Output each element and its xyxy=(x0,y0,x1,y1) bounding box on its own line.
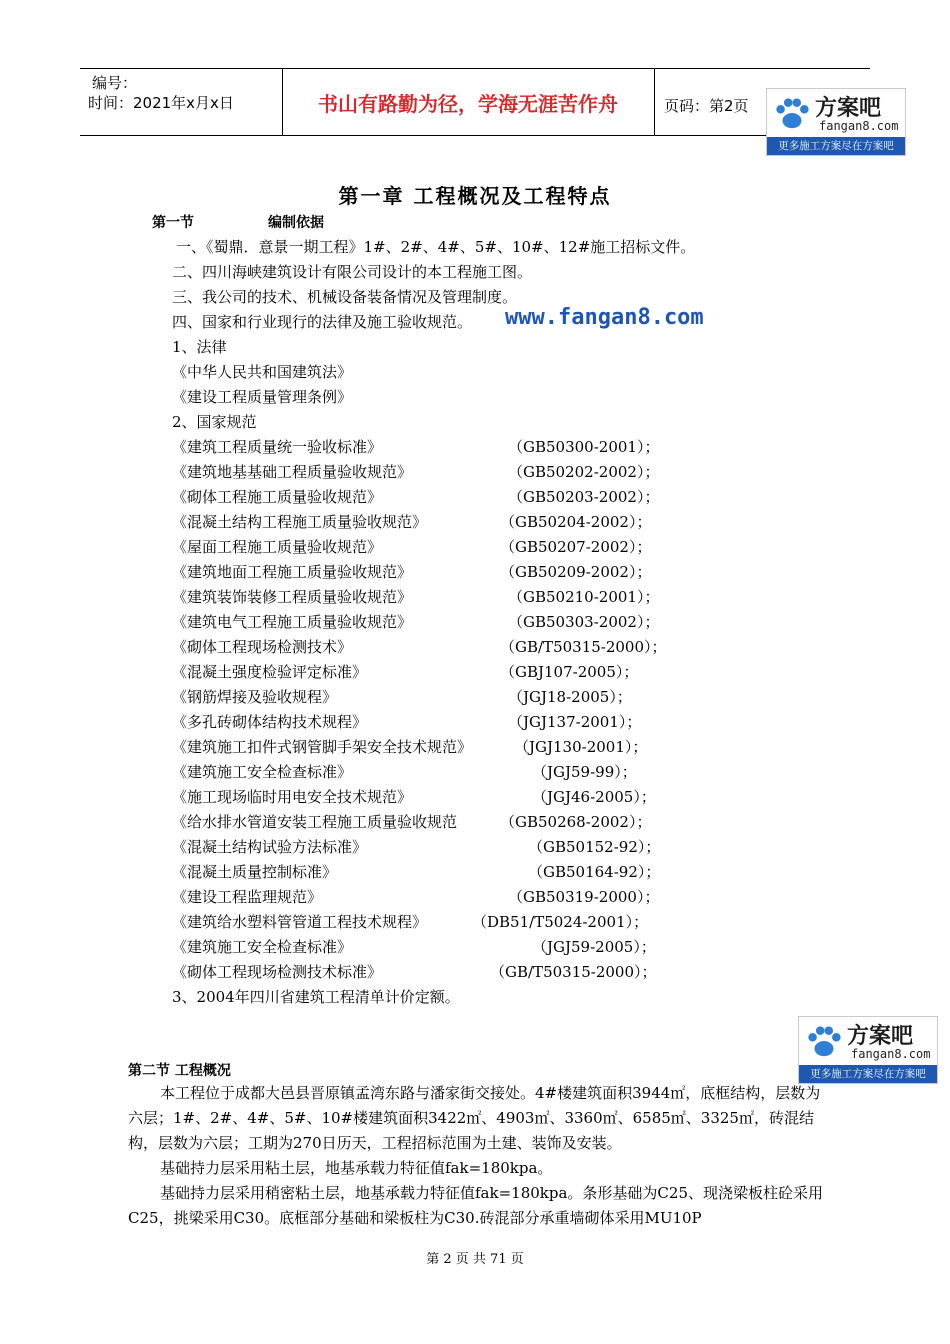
standard-code: （JGJ137-2001）； xyxy=(508,713,642,731)
standard-name: 《砌体工程现场检测技术》 xyxy=(172,638,353,656)
logo-brand: 方案吧 xyxy=(815,96,882,121)
standard-name: 《砌体工程施工质量验收规范》 xyxy=(172,488,383,506)
paw-icon xyxy=(773,95,811,133)
standard-name: 《混凝土强度检验评定标准》 xyxy=(172,663,368,681)
standard-code: （GB50209-2002）； xyxy=(500,563,652,581)
chapter-title: 第一章 工程概况及工程特点 xyxy=(338,184,612,208)
standard-name: 《建设工程监理规范》 xyxy=(172,888,323,906)
basis-item: 一、《蜀鼎．意景一期工程》1#、2#、4#、5#、10#、12#施工招标文件。 xyxy=(176,238,696,256)
standard-name: 《施工现场临时用电安全技术规范》 xyxy=(172,788,413,806)
standard-code: （GB50303-2002）； xyxy=(508,613,660,631)
overview-paragraph: 本工程位于成都大邑县晋原镇孟湾东路与潘家街交接处。4#楼建筑面积3944㎡，底框结构，层数为六层；1#、2#、4#、5#、10#楼建筑面积3422㎡、4903㎡、3360㎡、6585㎡、3325㎡，砖混结构，层数为六层；工期为270日历天，工程招标范围为土建、装饰及安装。 xyxy=(128,1084,821,1152)
standard-name: 《建筑施工安全检查标准》 xyxy=(172,938,353,956)
watermark-url: www.fangan8.com xyxy=(505,305,704,330)
standard-code: （GB50210-2001）； xyxy=(508,588,660,606)
brand-logo xyxy=(766,88,906,156)
standard-name: 《多孔砖砌体结构技术规程》 xyxy=(172,713,368,731)
standard-code: （GB50202-2002）； xyxy=(508,463,660,481)
standard-code: （DB51/T5024-2001）； xyxy=(472,913,649,931)
basis-item: 3、2004年四川省建筑工程清单计价定额。 xyxy=(172,988,460,1006)
logo-brand: 方案吧 xyxy=(847,1024,914,1049)
standard-name: 《建筑地基基础工程质量验收规范》 xyxy=(172,463,413,481)
basis-item: 四、国家和行业现行的法律及施工验收规范。 xyxy=(172,313,473,331)
header-motto: 书山有路勤为径，学海无涯苦作舟 xyxy=(318,92,618,116)
standard-code: （GB50207-2002）； xyxy=(500,538,652,556)
header-top-rule xyxy=(80,68,870,69)
overview-paragraph: 基础持力层采用稍密粘土层，地基承载力特征值fak=180kpa。条形基础为C25、现浇梁板柱砼采用C25，挑梁采用C30。底框部分基础和梁板柱为C30.砖混部分承重墙砌体采用MU10P xyxy=(128,1184,823,1227)
standard-code: （GB/T50315-2000）； xyxy=(500,638,667,656)
header-divider xyxy=(654,68,655,135)
section1-label: 第一节 xyxy=(152,215,194,231)
standard-name: 《建筑工程质量统一验收标准》 xyxy=(172,438,383,456)
standard-code: （JGJ59-2005）； xyxy=(532,938,656,956)
standard-code: （GBJ107-2005）； xyxy=(500,663,639,681)
standard-name: 《建筑电气工程施工质量验收规范》 xyxy=(172,613,413,631)
law-item: 《建设工程质量管理条例》 xyxy=(172,388,353,406)
paw-icon xyxy=(805,1023,843,1061)
standard-code: （GB50300-2001）； xyxy=(508,438,660,456)
standard-code: （GB/T50315-2000）； xyxy=(490,963,657,981)
standard-name: 《建筑施工安全检查标准》 xyxy=(172,763,353,781)
basis-item: 三、我公司的技术、机械设备装备情况及管理制度。 xyxy=(172,288,518,306)
standard-code: （JGJ46-2005）； xyxy=(532,788,656,806)
standard-code: （JGJ130-2001）； xyxy=(514,738,648,756)
standard-name: 《混凝土结构试验方法标准》 xyxy=(172,838,368,856)
basis-item: 二、四川海峡建筑设计有限公司设计的本工程施工图。 xyxy=(172,263,533,281)
standard-code: （GB50268-2002）； xyxy=(500,813,652,831)
logo-tagline: 更多施工方案尽在方案吧 xyxy=(767,137,905,155)
brand-logo xyxy=(798,1016,938,1084)
standard-code: （GB50319-2000）； xyxy=(508,888,660,906)
standard-code: （GB50203-2002）； xyxy=(508,488,660,506)
section1-name: 编制依据 xyxy=(268,215,324,231)
basis-item: 2、国家规范 xyxy=(172,413,257,431)
logo-domain: fangan8.com xyxy=(851,1047,931,1061)
standard-name: 《混凝土质量控制标准》 xyxy=(172,863,338,881)
logo-tagline: 更多施工方案尽在方案吧 xyxy=(799,1065,937,1083)
basis-item: 1、法律 xyxy=(172,338,227,356)
standard-name: 《砌体工程现场检测技术标准》 xyxy=(172,963,383,981)
law-item: 《中华人民共和国建筑法》 xyxy=(172,363,353,381)
standard-name: 《混凝土结构工程施工质量验收规范》 xyxy=(172,513,428,531)
standard-name: 《钢筋焊接及验收规程》 xyxy=(172,688,338,706)
standard-name: 《给水排水管道安装工程施工质量验收规范 xyxy=(172,813,458,831)
standard-name: 《建筑地面工程施工质量验收规范》 xyxy=(172,563,413,581)
header-number: 编号： xyxy=(92,74,138,92)
standard-name: 《屋面工程施工质量验收规范》 xyxy=(172,538,383,556)
standard-name: 《建筑给水塑料管管道工程技术规程》 xyxy=(172,913,428,931)
standard-code: （JGJ59-99）； xyxy=(532,763,637,781)
header-page: 页码：第2页 xyxy=(664,97,749,115)
logo-domain: fangan8.com xyxy=(819,119,899,133)
overview-body xyxy=(128,1081,828,1231)
standard-code: （GB50204-2002）； xyxy=(500,513,652,531)
section2-heading: 第二节 工程概况 xyxy=(128,1063,231,1079)
page-footer: 第 2 页 共 71 页 xyxy=(426,1252,524,1267)
overview-paragraph: 基础持力层采用粘土层，地基承载力特征值fak=180kpa。 xyxy=(160,1159,553,1177)
standard-code: （GB50164-92）； xyxy=(528,863,661,881)
standard-code: （GB50152-92）； xyxy=(528,838,661,856)
standard-name: 《建筑装饰装修工程质量验收规范》 xyxy=(172,588,413,606)
header-time: 时间：2021年x月x日 xyxy=(88,94,234,112)
header-bottom-rule xyxy=(80,135,870,136)
standard-name: 《建筑施工扣件式钢管脚手架安全技术规范》 xyxy=(172,738,473,756)
standard-code: （JGJ18-2005）； xyxy=(508,688,632,706)
